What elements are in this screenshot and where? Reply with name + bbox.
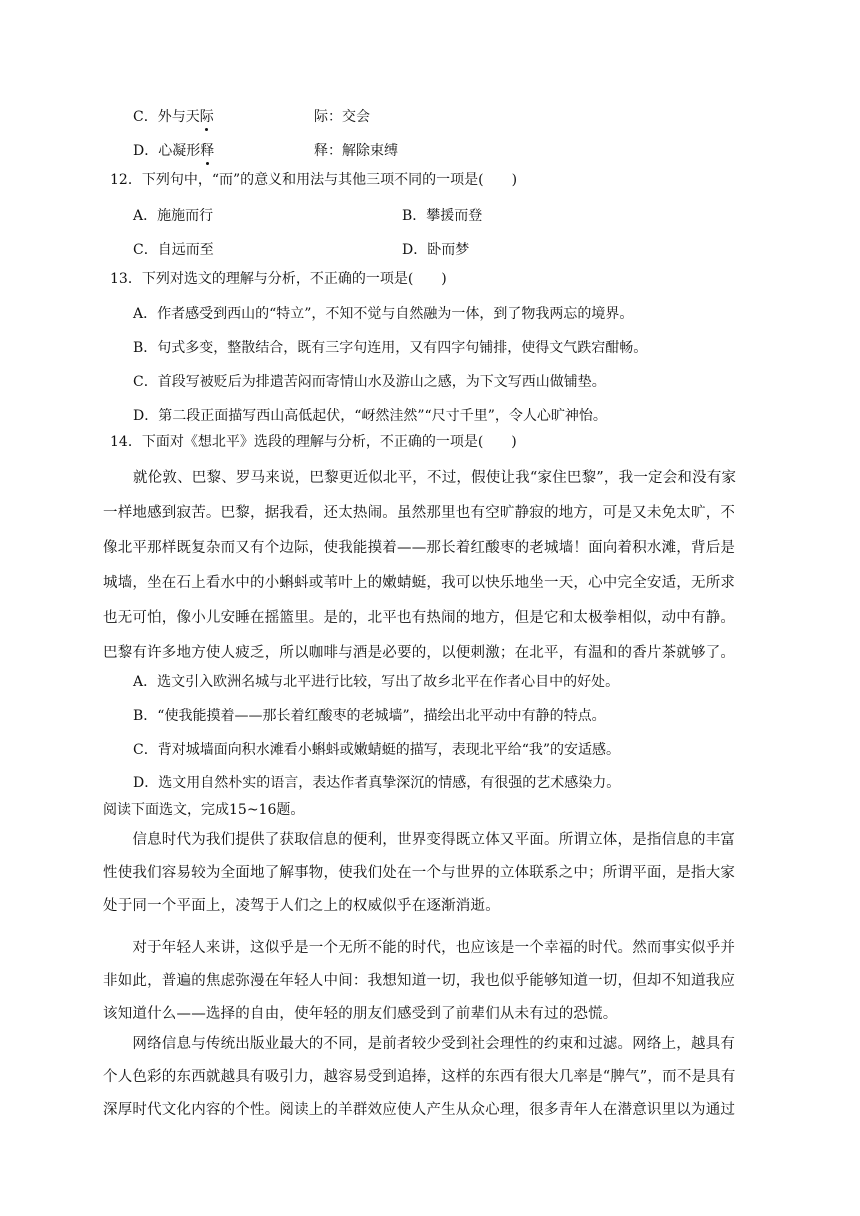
q14-passage-line: 城墙，坐在石上看水中的小蝌蚪或苇叶上的嫩蜻蜓，我可以快乐地坐一天，心中完全安适，无所求 bbox=[103, 575, 736, 591]
q13-option-d: D．第二段正面描写西山高低起伏，“岈然洼然”“尺寸千里”，令人心旷神怡。 bbox=[133, 408, 607, 424]
q14-passage-line: 就伦敦、巴黎、罗马来说，巴黎更近似北平，不过，假使让我“家住巴黎”，我一定会和没有家 bbox=[133, 470, 737, 486]
q13-option-b: B．句式多变，整散结合，既有三字句连用，又有四字句铺排，使得文气跌宕酣畅。 bbox=[133, 340, 648, 356]
q14-passage-line: 也无可怕，像小儿安睡在摇篮里。是的，北平也有热闹的地方，但是它和太极拳相似，动中有静。 bbox=[103, 610, 736, 626]
q14-passage-line: 像北平那样既复杂而又有个边际，使我能摸着——那长着红酸枣的老城墙！面向着积水滩，背后是 bbox=[103, 540, 736, 556]
q13-option-c: C．首段写被贬后为排遣苦闷而寄情山水及游山之感，为下文写西山做铺垫。 bbox=[133, 374, 606, 390]
emphasis-char: 际 bbox=[199, 109, 214, 125]
q13-option-a: A．作者感受到西山的“特立”，不知不觉与自然融为一体，到了物我两忘的境界。 bbox=[133, 306, 634, 322]
reading-line: 该知道什么——选择的自由，使年轻的朋友们感受到了前辈们从未有过的恐慌。 bbox=[103, 1006, 618, 1022]
q14-option-d: D．选文用自然朴实的语言，表达作者真挚深沉的情感，有很强的艺术感染力。 bbox=[133, 775, 621, 791]
reading-line: 性使我们容易较为全面地了解事物，使我们处在一个与世界的立体联系之中；所谓平面，是指大家 bbox=[103, 865, 736, 881]
q13-stem: 13．下列对选文的理解与分析，不正确的一项是( ) bbox=[110, 271, 447, 287]
q14-passage-line: 一样地感到寂苦。巴黎，据我看，还太热闹。虽然那里也有空旷静寂的地方，可是又未免太旷，不 bbox=[103, 505, 736, 521]
emphasis-char: 释 bbox=[200, 143, 215, 159]
q14-stem: 14．下面对《想北平》选段的理解与分析，不正确的一项是( ) bbox=[110, 434, 517, 450]
q14-option-c: C．背对城墙面向积水滩看小蝌蚪或嫩蜻蜓的描写，表现北平给“我”的安适感。 bbox=[133, 742, 621, 758]
q12-option-c: C．自远而至 bbox=[133, 242, 214, 258]
q11-option-d: D．心凝形释 bbox=[133, 143, 215, 159]
q12-option-a: A．施施而行 bbox=[133, 208, 214, 224]
reading-line: 网络信息与传统出版业最大的不同，是前者较少受到社会理性的约束和过滤。网络上，越具有 bbox=[103, 1036, 736, 1052]
reading-intro: 阅读下面选文，完成15~16题。 bbox=[103, 802, 305, 818]
reading-line: 深厚时代文化内容的个性。阅读上的羊群效应使人产生从众心理，很多青年人在潜意识里以为通过 bbox=[103, 1102, 736, 1118]
reading-line: 信息时代为我们提供了获取信息的便利，世界变得既立体又平面。所谓立体，是指信息的丰富 bbox=[103, 832, 736, 848]
q11-gloss-d: 释：解除束缚 bbox=[314, 143, 398, 159]
q12-option-d: D．卧而梦 bbox=[402, 242, 470, 258]
reading-line: 对于年轻人来讲，这似乎是一个无所不能的时代，也应该是一个幸福的时代。然而事实似乎并 bbox=[103, 940, 736, 956]
q14-option-a: A．选文引入欧洲名城与北平进行比较，写出了故乡北平在作者心目中的好处。 bbox=[133, 674, 620, 690]
reading-line: 个人色彩的东西就越具有吸引力，越容易受到追捧，这样的东西有很大几率是“脾气”，而不是具有 bbox=[103, 1069, 736, 1085]
q11-option-c: C．外与天际 bbox=[133, 109, 214, 125]
reading-line: 非如此，普遍的焦虑弥漫在年轻人中间：我想知道一切，我也似乎能够知道一切，但却不知道我应 bbox=[103, 973, 736, 989]
reading-line: 处于同一个平面上，凌驾于人们之上的权威似乎在逐渐消逝。 bbox=[103, 898, 500, 914]
q12-option-b: B．攀援而登 bbox=[402, 208, 483, 224]
q12-stem: 12．下列句中，“而”的意义和用法与其他三项不同的一项是( ) bbox=[110, 172, 518, 188]
q14-option-b: B．“使我能摸着——那长着红酸枣的老城墙”，描绘出北平动中有静的特点。 bbox=[133, 708, 606, 724]
q11-gloss-c: 际：交会 bbox=[314, 109, 370, 125]
q14-passage-line: 巴黎有许多地方使人疲乏，所以咖啡与酒是必要的，以便刺激；在北平，有温和的香片茶就够了。 bbox=[103, 645, 736, 661]
